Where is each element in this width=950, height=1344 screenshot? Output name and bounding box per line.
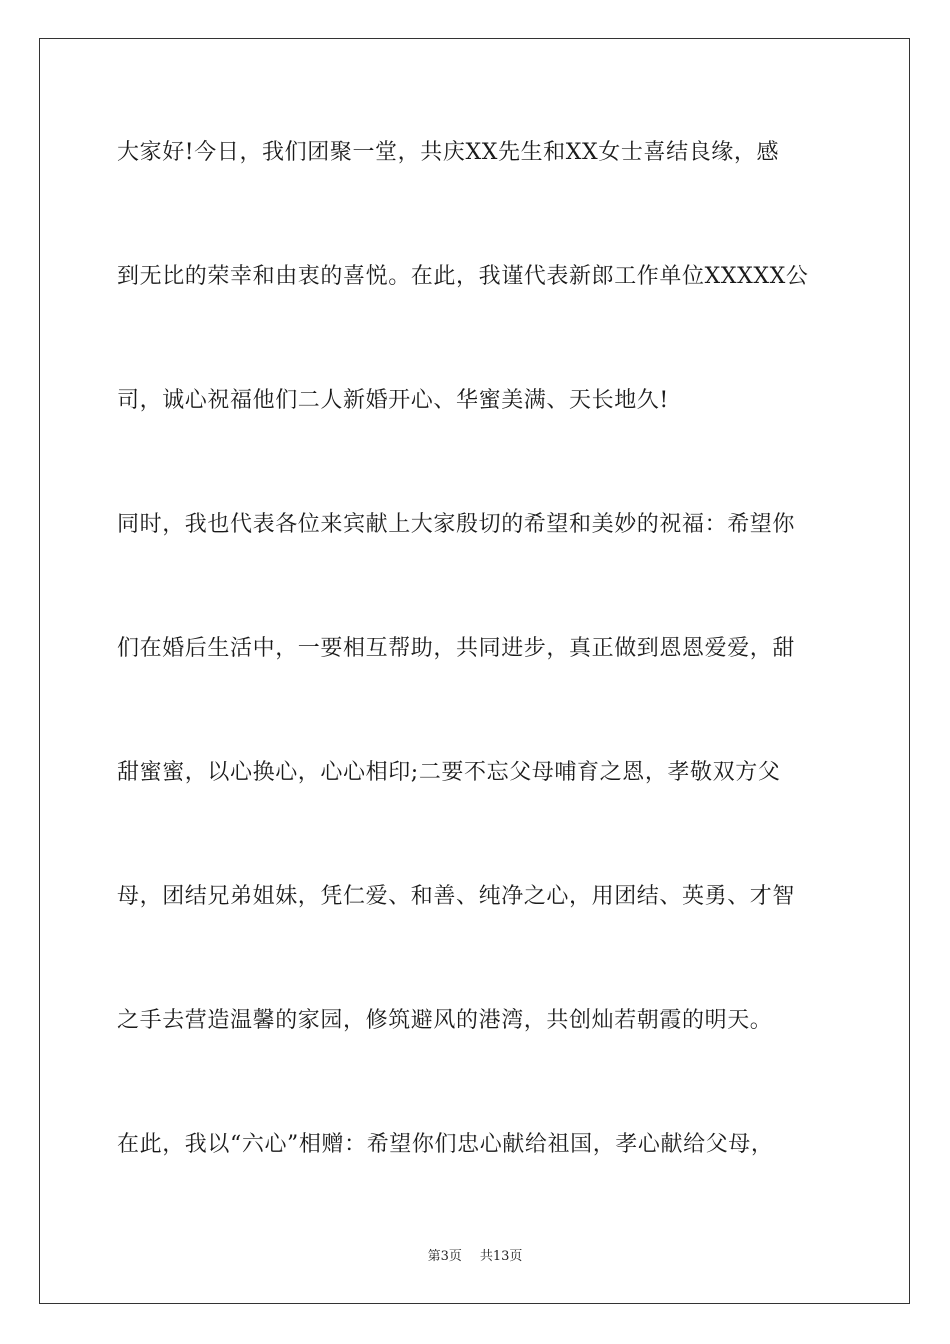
page-total: 共13页 <box>479 1249 523 1264</box>
text-line: 同时，我也代表各位来宾献上大家殷切的希望和美妙的祝福：希望你 <box>117 512 796 537</box>
text-line: 母，团结兄弟姐妹，凭仁爱、和善、纯净之心，用团结、英勇、才智 <box>117 884 796 909</box>
blank-line <box>117 804 837 866</box>
page-footer <box>0 1248 950 1266</box>
blank-line <box>117 432 837 494</box>
blank-line <box>117 184 837 246</box>
blank-line <box>117 680 837 742</box>
blank-line <box>117 556 837 618</box>
text-line: 到无比的荣幸和由衷的喜悦。在此，我谨代表新郎工作单位XXXXX公 <box>117 264 809 289</box>
document-body <box>117 122 837 1176</box>
text-line: 大家好!今日，我们团聚一堂，共庆XX先生和XX女士喜结良缘，感 <box>117 140 780 165</box>
blank-line <box>117 928 837 990</box>
text-line: 甜蜜蜜，以心换心，心心相印;二要不忘父母哺育之恩，孝敬双方父 <box>117 760 781 785</box>
text-line: 在此，我以“六心”相赠：希望你们忠心献给祖国，孝心献给父母， <box>117 1132 774 1157</box>
blank-line <box>117 1052 837 1114</box>
text-line: 之手去营造温馨的家园，修筑避风的港湾，共创灿若朝霞的明天。 <box>117 1008 773 1033</box>
blank-line <box>117 308 837 370</box>
text-line: 们在婚后生活中，一要相互帮助，共同进步，真正做到恩恩爱爱，甜 <box>117 636 796 661</box>
text-line: 司，诚心祝福他们二人新婚开心、华蜜美满、天长地久! <box>117 388 669 413</box>
page-number: 第3页 <box>427 1249 462 1264</box>
